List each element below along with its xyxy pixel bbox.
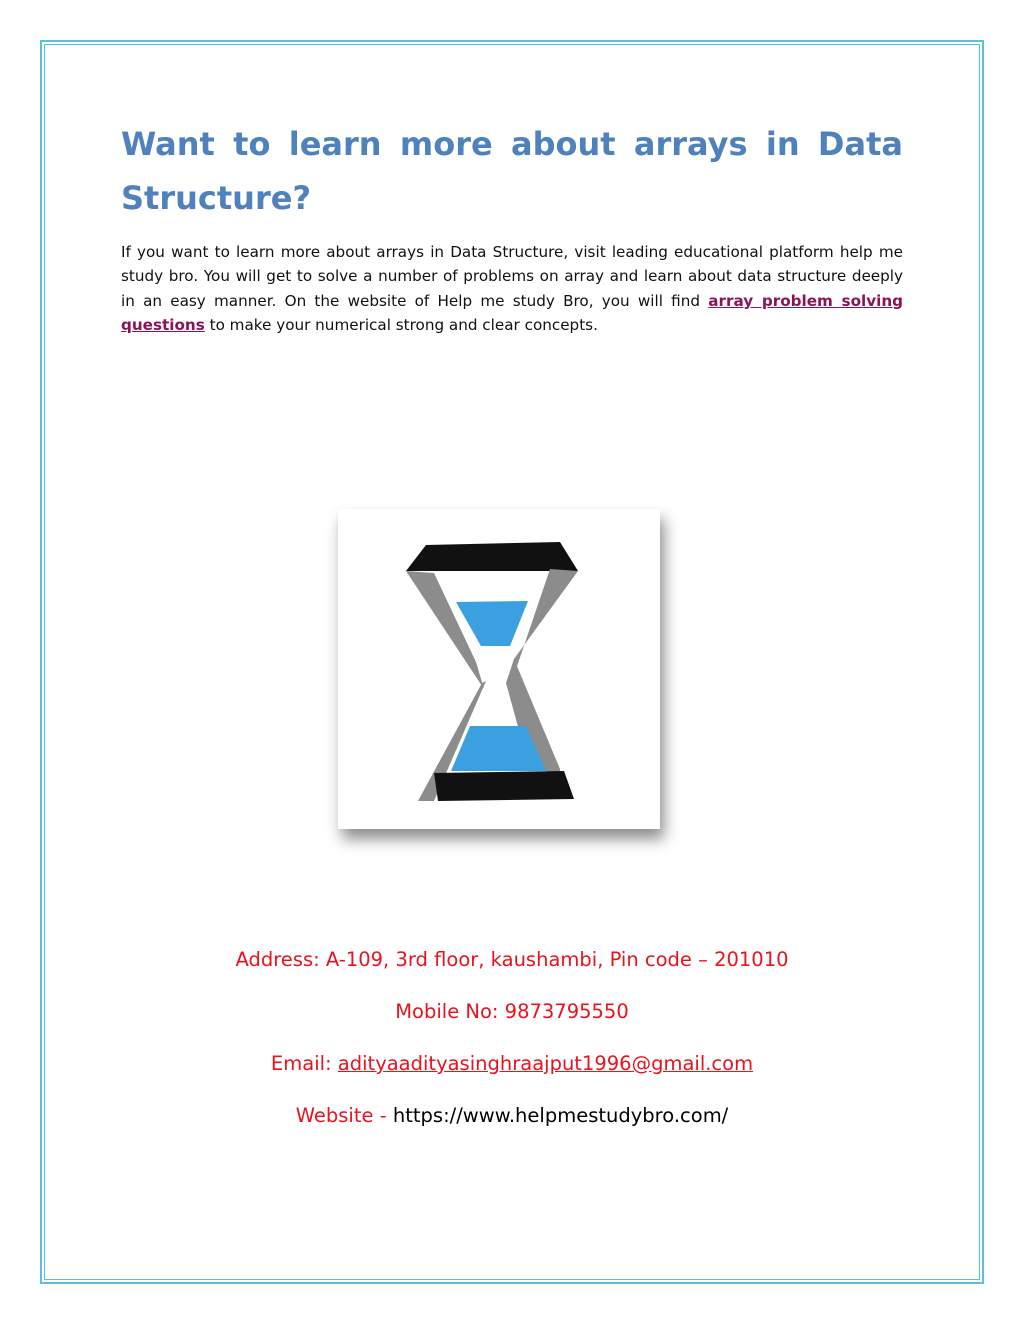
heading-word: Want [121,125,215,163]
heading-word: in [765,125,800,163]
body-paragraph [121,240,903,338]
contact-mobile: Mobile No: 9873795550 [395,1000,629,1023]
body-text-after: to make your numerical strong and clear concepts. [204,316,598,335]
contact-email [44,1052,980,1075]
heading-word: Data [817,125,903,163]
email-link[interactable]: adityaadityasinghraajput1996@gmail.com [337,1052,754,1075]
logo-image [338,509,660,829]
heading-word: to [233,125,271,163]
array-problems-link[interactable]: array problem solving questions [121,291,904,335]
contact-address: Address: A-109, 3rd floor, kaushambi, Pin code – 201010 [235,948,789,971]
heading-word: more [399,125,493,163]
website-label: Website - [295,1104,393,1127]
website-url: https://www.helpmestudybro.com/ [392,1104,729,1127]
heading-line-1 [121,117,903,171]
heading-word: about [511,125,616,163]
hourglass-top-right-gray [510,569,578,687]
heading-line-2: Structure? [121,179,311,217]
hourglass-top-blue [456,601,528,646]
hourglass-bottom-bar [434,771,574,801]
body-text-before: If you want to learn more about arrays in Data Structure, visit leading educational platform help me study bro. You will get to solve a number of problems on array and learn about data structure deeply in an easy manner. On the website of Help me study Bro, you will find [121,243,903,310]
contact-website [44,1104,980,1127]
heading-word: arrays [633,125,748,163]
email-label: Email: [270,1052,338,1075]
heading-word: learn [288,125,382,163]
hourglass-top-bar [406,542,578,571]
hourglass-icon [338,509,660,829]
